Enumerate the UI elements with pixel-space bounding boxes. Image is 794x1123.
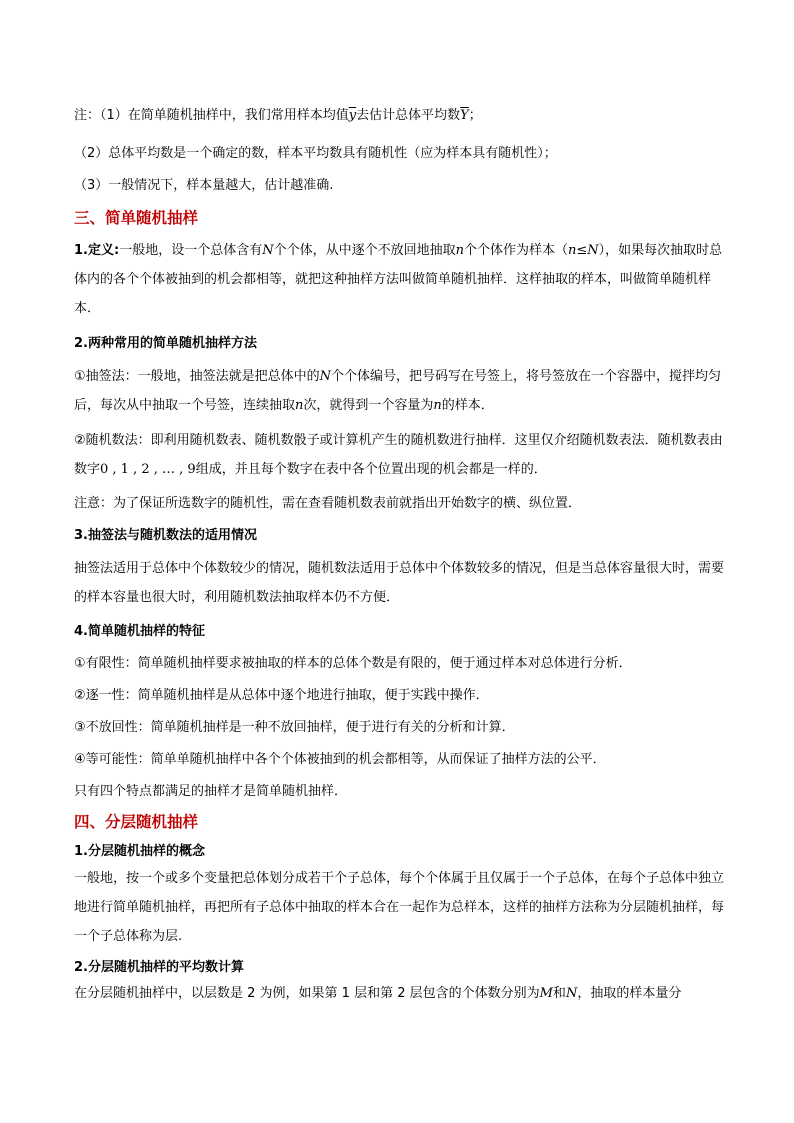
note-1-text-2: 去估计总体平均数 — [356, 108, 461, 123]
symbol-n: n — [295, 398, 304, 413]
mean-text-a: 在分层随机抽样中，以层数是 2 为例，如果第 1 层和第 2 层包含的个体数分别为 — [74, 986, 540, 1001]
feature-item: ②逐一性：简单随机抽样是从总体中逐个地进行抽取，便于实践中操作． — [74, 688, 489, 703]
features-subheading: 4.简单随机抽样的特征 — [74, 624, 205, 639]
feature-item: ①有限性：简单随机抽样要求被抽取的样本的总体个数是有限的，便于通过样本对总体进行分析． — [74, 656, 632, 671]
random-number-text-a: ②随机数法：即利用随机数表、随机数骰子或计算机产生的随机数进行抽样．这里仅介绍随机数表法．随机数表由数字 — [74, 433, 723, 477]
note-1-text: 注：（1）在简单随机抽样中，我们常用样本均值 — [74, 108, 349, 123]
definition-text-c: 个个体作为样本（ — [463, 243, 568, 258]
feature-item: ③不放回性：简单随机抽样是一种不放回抽样，便于进行有关的分析和计算． — [74, 720, 515, 735]
stratified-mean-line — [74, 984, 724, 1004]
lottery-method-paragraph — [74, 362, 724, 420]
symbol-N: N — [262, 243, 274, 258]
definition-text-a: 一般地，设一个总体含有 — [119, 243, 263, 258]
symbol-N: N — [565, 986, 578, 1001]
stratified-concept-paragraph: 一般地，按一个或多个变量把总体划分成若干个子总体，每个个体属于且仅属于一个子总体，在每个子总体中独立地进行简单随机抽样，再把所有子总体中抽取的样本合在一起作为总样本，这样的抽样方法称为分层随机抽样，每一个子总体称为层. — [74, 871, 725, 944]
section-4-heading: 四、分层随机抽样 — [74, 813, 199, 831]
note-line-2: （2）总体平均数是一个确定的数，样本平均数具有随机性（应为样本具有随机性）； — [74, 146, 557, 161]
methods-subheading: 2.两种常用的简单随机抽样方法 — [74, 336, 257, 351]
stratified-concept-subheading: 1.分层随机抽样的概念 — [74, 844, 205, 859]
feature-item: ④等可能性：简单单随机抽样中各个个体被抽到的机会都相等，从而保证了抽样方法的公平． — [74, 752, 606, 767]
scope-subheading: 3.抽签法与随机数法的适用情况 — [74, 528, 257, 543]
symbol-N: N — [319, 369, 332, 384]
notice-line: 注意：为了保证所选数字的随机性，需在查看随机数表前就指出开始数字的横、纵位置． — [74, 496, 582, 511]
stratified-mean-subheading: 2.分层随机抽样的平均数计算 — [74, 960, 244, 975]
symbol-M: M — [539, 986, 553, 1001]
digit-range: 0 , 1 , 2 , … , 9 — [100, 462, 196, 477]
scope-paragraph: 抽签法适用于总体中个体数较少的情况，随机数法适用于总体中个体数较多的情况，但是当总体容量很大时，需要的样本容量也很大时，利用随机数法抽取样本仍不方便． — [74, 561, 725, 605]
population-mean-symbol: $\overline{Y}$ — [460, 108, 469, 123]
lottery-text-c: 次，就得到一个容量为 — [303, 398, 434, 413]
note-line-1 — [74, 106, 724, 126]
definition-paragraph — [74, 236, 724, 323]
features-summary: 只有四个特点都满足的抽样才是简单随机抽样． — [74, 784, 348, 799]
definition-text-b: 个个体，从中逐个不放回地抽取 — [273, 243, 456, 258]
definition-label: 1.定义: — [74, 243, 120, 258]
random-number-method-paragraph — [74, 426, 724, 484]
lottery-text-d: 的样本． — [441, 398, 494, 413]
note-line-3: （3）一般情况下，样本量越大，估计越准确. — [74, 178, 334, 193]
lottery-text-a: ①抽签法：一般地，抽签法就是把总体中的 — [74, 369, 320, 384]
random-number-text-b: 组成，并且每个数字在表中各个位置出现的机会都是一样的． — [195, 462, 547, 477]
condition-n-le-N: n≤N — [567, 243, 599, 258]
sample-mean-symbol: $\overline{y}$ — [348, 108, 357, 123]
symbol-n: n — [433, 398, 442, 413]
mean-text-b: 和 — [552, 986, 566, 1001]
section-3-heading: 三、简单随机抽样 — [74, 209, 199, 227]
note-1-end: ； — [468, 108, 482, 123]
symbol-n: n — [455, 243, 464, 258]
lottery-text-b: 个个体编号，把号码写在号签上，将号签放在一个容器中，搅拌均匀后，每次从中抽取一个号签，连续抽取 — [74, 369, 722, 413]
definition-text-d: ），如果每次抽取时总体内的各个个体被抽到的机会都相等，就把这种抽样方法叫做简单随机抽样．这样抽取的样本，叫做简单随机样本． — [74, 243, 723, 316]
mean-text-c: ，抽取的样本量分 — [577, 986, 682, 1001]
